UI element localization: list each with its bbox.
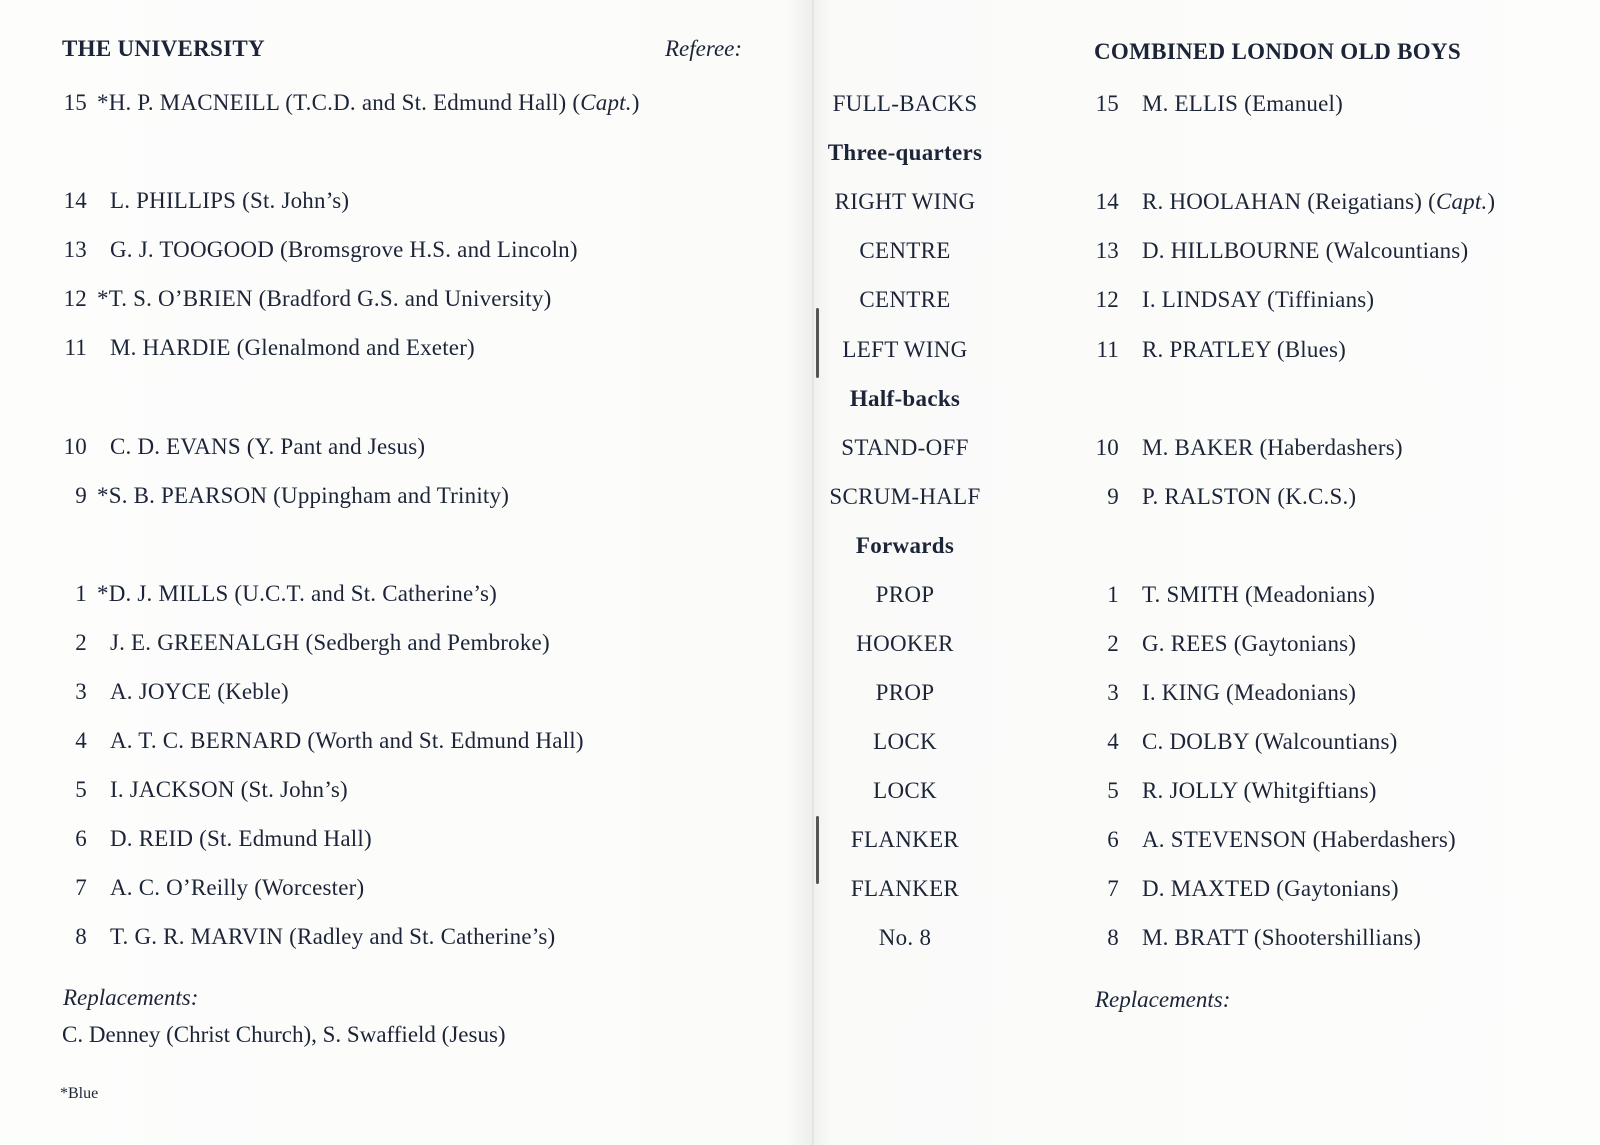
left-player-text: J. E. GREENALGH (Sedbergh and Pembroke) <box>110 630 550 655</box>
left-player-text: C. D. EVANS (Y. Pant and Jesus) <box>110 434 426 459</box>
left-player-name <box>110 724 584 758</box>
right-player-text: P. RALSTON (K.C.S.) <box>1142 484 1357 509</box>
right-player-name <box>1142 774 1377 808</box>
left-player-number: 15 <box>63 90 87 115</box>
left-player-name <box>97 86 640 120</box>
right-player-number: 6 <box>1107 827 1119 852</box>
left-player-number: 7 <box>75 875 87 900</box>
right-player-text: C. DOLBY (Walcountians) <box>1142 729 1398 754</box>
left-player-text: *D. J. MILLS (U.C.T. and St. Catherine’s) <box>97 581 498 606</box>
right-player-text: G. REES (Gaytonians) <box>1142 631 1357 656</box>
right-player-text: R. PRATLEY (Blues) <box>1142 337 1346 362</box>
right-player-name <box>1142 921 1421 955</box>
right-player-name <box>1142 725 1398 759</box>
position-label: PROP <box>875 680 935 705</box>
left-player-number: 12 <box>63 286 87 311</box>
left-player-number: 6 <box>75 826 87 851</box>
left-player-number: 4 <box>75 728 87 753</box>
right-player-number: 8 <box>1107 925 1119 950</box>
right-player-number: 11 <box>1096 337 1119 362</box>
left-player-number: 3 <box>75 679 87 704</box>
right-player-number: 1 <box>1107 582 1119 607</box>
right-player-number: 4 <box>1107 729 1119 754</box>
right-player-name <box>1142 87 1343 121</box>
left-player-number: 14 <box>63 188 87 213</box>
right-player-number: 5 <box>1107 778 1119 803</box>
left-player-name <box>110 626 550 660</box>
section-heading: Three-quarters <box>827 140 983 165</box>
left-player-name <box>110 184 349 218</box>
right-player-name <box>1142 676 1356 710</box>
left-player-text: A. C. O’Reilly (Worcester) <box>110 875 365 900</box>
right-player-number: 2 <box>1107 631 1119 656</box>
right-replacements-label: Replacements: <box>1095 987 1231 1012</box>
right-player-name <box>1142 872 1399 906</box>
right-player-text: T. SMITH (Meadonians) <box>1142 582 1376 607</box>
left-player-name <box>110 871 364 905</box>
right-team-title: COMBINED LONDON OLD BOYS <box>1094 39 1461 64</box>
right-player-text: I. LINDSAY (Tiffinians) <box>1142 287 1375 312</box>
left-player-number: 11 <box>64 335 87 360</box>
referee-label: Referee: <box>665 36 743 61</box>
right-player-text: I. KING (Meadonians) <box>1142 680 1357 705</box>
left-captain-mark: Capt. <box>580 90 632 115</box>
left-player-name <box>97 577 497 611</box>
blue-footnote: *Blue <box>60 1085 99 1102</box>
left-player-name <box>110 233 578 267</box>
right-player-text: A. STEVENSON (Haberdashers) <box>1142 827 1456 852</box>
position-label: CENTRE <box>859 238 951 263</box>
left-player-text: M. HARDIE (Glenalmond and Exeter) <box>110 335 475 360</box>
left-player-number: 9 <box>75 483 87 508</box>
left-team-title: THE UNIVERSITY <box>62 36 265 61</box>
position-label: LOCK <box>873 778 937 803</box>
position-label: HOOKER <box>856 631 954 656</box>
position-label: PROP <box>875 582 935 607</box>
section-heading: Half-backs <box>849 386 961 411</box>
right-captain-close: ) <box>1487 189 1496 214</box>
left-player-name <box>110 822 372 856</box>
left-player-name <box>110 773 348 807</box>
position-label: STAND-OFF <box>841 435 969 460</box>
right-player-number: 10 <box>1095 435 1119 460</box>
left-player-text: *H. P. MACNEILL (T.C.D. and St. Edmund Hall) ( <box>97 90 581 115</box>
left-player-text: I. JACKSON (St. John’s) <box>110 777 348 802</box>
left-replacements-label: Replacements: <box>63 985 199 1010</box>
right-player-text: M. BRATT (Shootershillians) <box>1142 925 1422 950</box>
right-player-text: D. HILLBOURNE (Walcountians) <box>1142 238 1469 263</box>
right-player-number: 12 <box>1095 287 1119 312</box>
right-player-number: 9 <box>1107 484 1119 509</box>
right-player-number: 3 <box>1107 680 1119 705</box>
right-player-text: R. HOOLAHAN (Reigatians) ( <box>1142 189 1436 214</box>
right-player-number: 13 <box>1095 238 1119 263</box>
left-player-text: *T. S. O’BRIEN (Bradford G.S. and University) <box>97 286 552 311</box>
right-player-text: M. ELLIS (Emanuel) <box>1142 91 1343 116</box>
position-label: RIGHT WING <box>834 189 976 214</box>
left-player-text: T. G. R. MARVIN (Radley and St. Catherine’s) <box>110 924 556 949</box>
right-player-name <box>1142 283 1374 317</box>
right-player-name <box>1142 480 1356 514</box>
section-heading: Forwards <box>855 533 955 558</box>
left-player-text: G. J. TOOGOOD (Bromsgrove H.S. and Lincoln) <box>110 237 578 262</box>
right-player-name <box>1142 578 1375 612</box>
position-label: No. 8 <box>878 925 932 950</box>
right-player-name <box>1142 431 1403 465</box>
left-player-number: 10 <box>63 434 87 459</box>
position-label: FLANKER <box>850 827 960 852</box>
position-label: LEFT WING <box>842 337 968 362</box>
left-player-text: *S. B. PEARSON (Uppingham and Trinity) <box>97 483 510 508</box>
position-label: CENTRE <box>859 287 951 312</box>
left-player-number: 8 <box>75 924 87 949</box>
position-label: LOCK <box>873 729 937 754</box>
position-label: FULL-BACKS <box>832 91 978 116</box>
left-player-number: 1 <box>75 581 87 606</box>
right-player-text: D. MAXTED (Gaytonians) <box>1142 876 1399 901</box>
right-player-number: 7 <box>1107 876 1119 901</box>
left-player-name <box>97 479 509 513</box>
left-player-text: D. REID (St. Edmund Hall) <box>110 826 372 851</box>
left-player-name <box>110 331 475 365</box>
right-player-name <box>1142 333 1346 367</box>
right-player-text: R. JOLLY (Whitgiftians) <box>1142 778 1377 803</box>
left-player-name <box>110 675 289 709</box>
left-player-text: A. T. C. BERNARD (Worth and St. Edmund Hall) <box>110 728 584 753</box>
left-player-name <box>110 430 425 464</box>
right-player-number: 14 <box>1095 189 1119 214</box>
right-player-number: 15 <box>1095 91 1119 116</box>
left-player-number: 13 <box>63 237 87 262</box>
right-player-text: M. BAKER (Haberdashers) <box>1142 435 1403 460</box>
right-player-name <box>1142 627 1356 661</box>
right-player-name <box>1142 185 1495 219</box>
position-label: SCRUM-HALF <box>829 484 981 509</box>
position-label: FLANKER <box>850 876 960 901</box>
left-player-name <box>97 282 551 316</box>
left-player-number: 2 <box>75 630 87 655</box>
left-player-text: L. PHILLIPS (St. John’s) <box>110 188 350 213</box>
left-captain-close: ) <box>631 90 640 115</box>
right-captain-mark: Capt. <box>1435 189 1488 214</box>
page-fold <box>812 0 814 1145</box>
left-player-number: 5 <box>75 777 87 802</box>
left-player-name <box>110 920 555 954</box>
right-player-name <box>1142 823 1456 857</box>
left-player-text: A. JOYCE (Keble) <box>110 679 289 704</box>
left-replacements-text: C. Denney (Christ Church), S. Swaffield (Jesus) <box>62 1022 506 1047</box>
right-player-name <box>1142 234 1468 268</box>
